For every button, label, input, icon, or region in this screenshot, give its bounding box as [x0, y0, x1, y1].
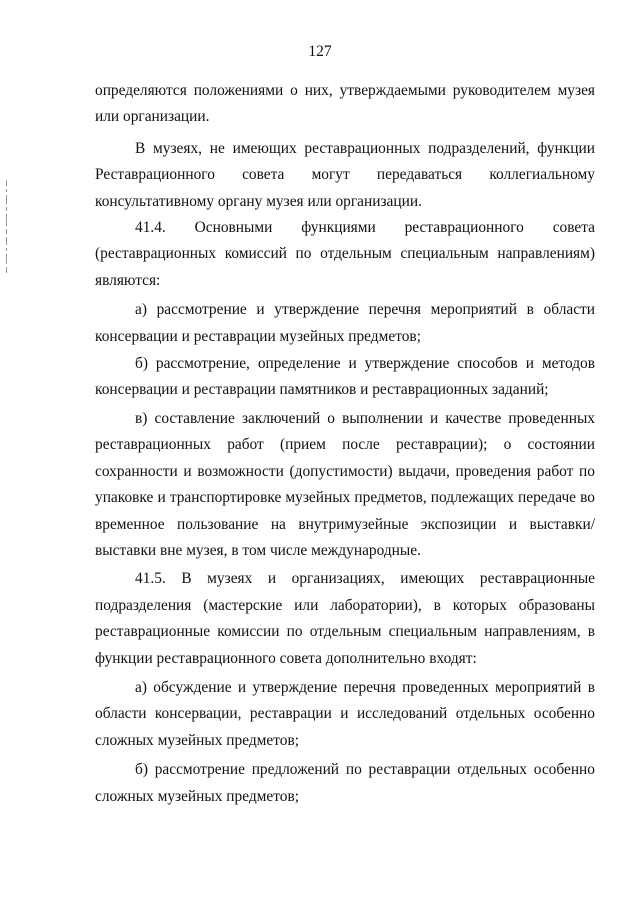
- paragraph: в) составление заключений о выполнении и качестве проведенных реставрационных работ (прием после реставрации); о состоянии сохранности и возможности (допустимости) выдачи, проведения работ по упаковке и транспортировке музейных предметов, подлежащих передаче во временное пользование на внутримузейные экспозиции и выставки/ выставки вне музея, в том числе международные.: [95, 409, 595, 559]
- paragraph: 41.4. Основными функциями реставрационного совета (реставрационных комиссий по отдельным специальным направлениям) являются:: [95, 219, 595, 289]
- page-number: 127: [308, 43, 332, 60]
- document-body: [95, 78, 595, 810]
- paragraph: а) рассмотрение и утверждение перечня мероприятий в области консервации и реставрации музейных предметов;: [95, 301, 595, 345]
- paragraph: В музеях, не имеющих реставрационных подразделений, функции Реставрационного совета могут передаваться коллегиальному консультативному органу музея или организации.: [95, 139, 595, 210]
- scan-edge-marks: [6, 180, 14, 300]
- paragraph: б) рассмотрение предложений по реставрации отдельных особенно сложных музейных предметов;: [95, 761, 595, 805]
- paragraph: а) обсуждение и утверждение перечня проведенных мероприятий в области консервации, реставрации и исследований отдельных особенно сложных музейных предметов;: [95, 678, 595, 749]
- paragraph: б) рассмотрение, определение и утверждение способов и методов консервации и реставрации памятников и реставрационных заданий;: [95, 355, 595, 399]
- paragraph: определяются положениями о них, утверждаемыми руководителем музея или организации.: [95, 82, 595, 126]
- paragraph: 41.5. В музеях и организациях, имеющих реставрационные подразделения (мастерские или лаборатории), в которых образованы реставрационные комиссии по отдельным специальным направлениям, в функции реставрационного совета дополнительно входят:: [95, 570, 595, 667]
